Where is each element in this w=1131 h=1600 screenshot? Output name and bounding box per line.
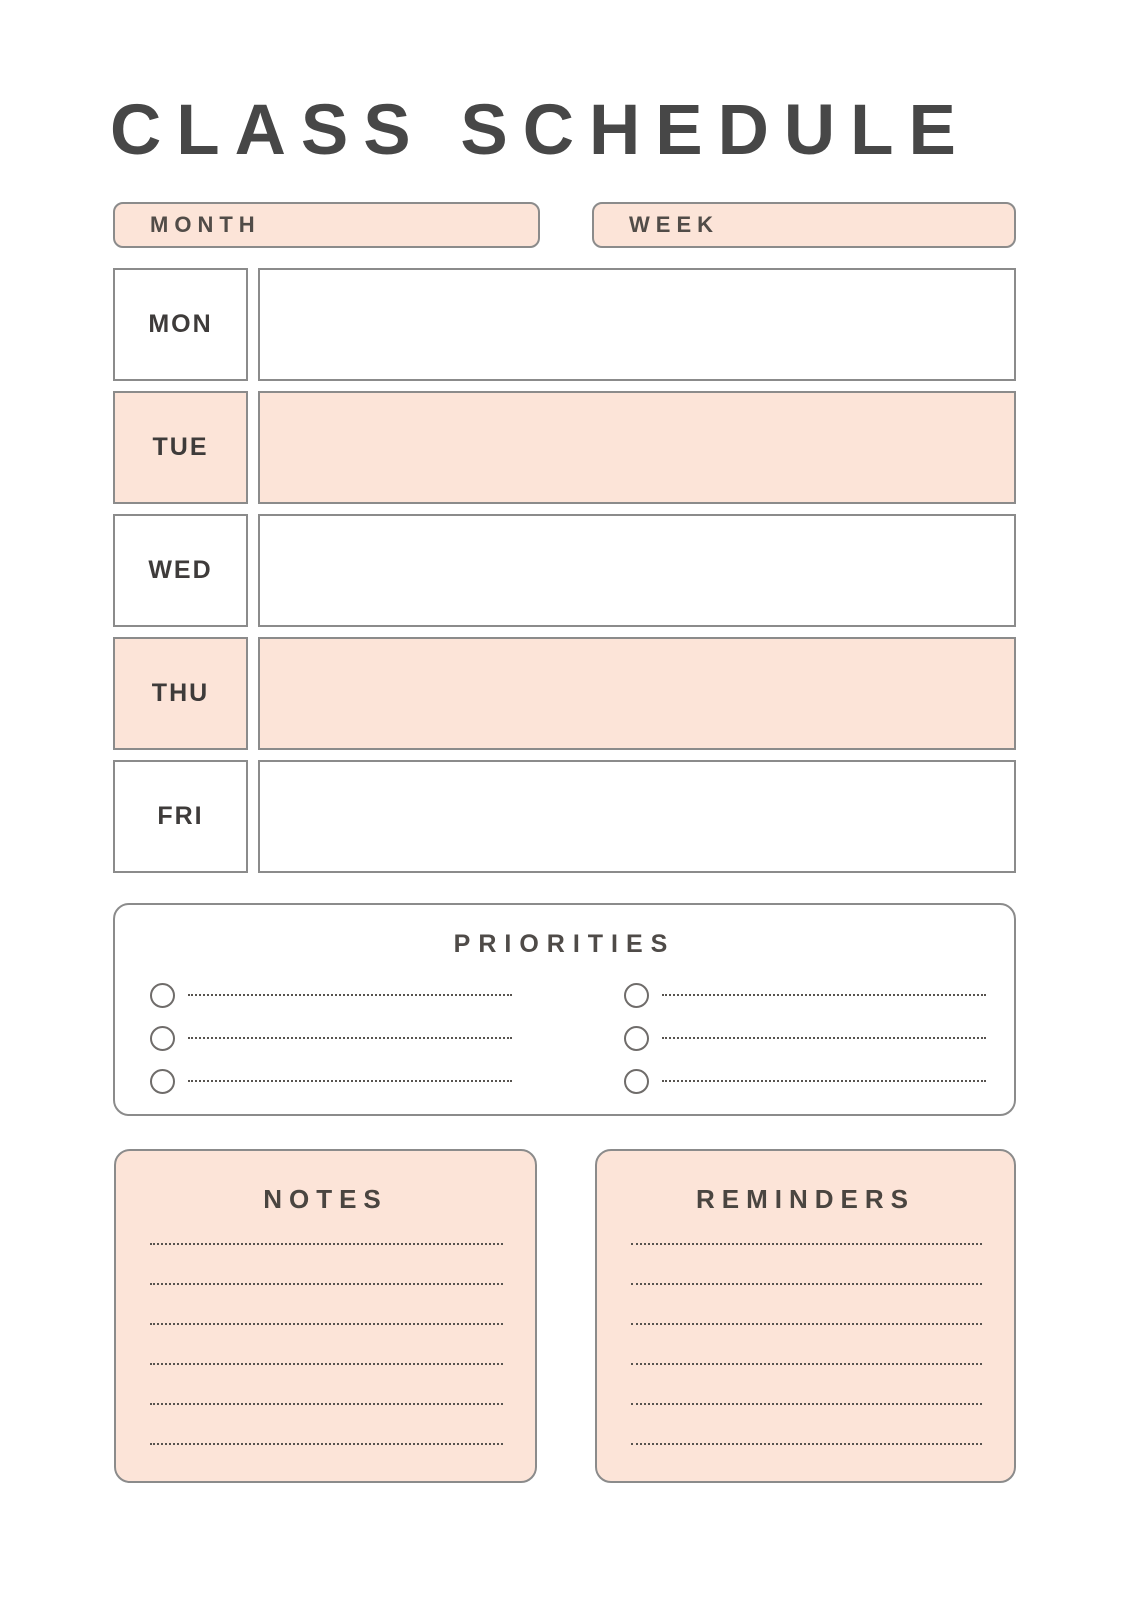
- notes-line[interactable]: [150, 1443, 503, 1445]
- priorities-section: [113, 903, 1016, 1116]
- day-content-cell-fri[interactable]: [258, 760, 1016, 873]
- priority-write-in-line[interactable]: [188, 1037, 512, 1039]
- notes-lines: [150, 1243, 503, 1483]
- reminders-line[interactable]: [631, 1323, 982, 1325]
- priority-item: [150, 1068, 512, 1094]
- month-field-label: MONTH: [150, 212, 261, 237]
- reminders-line[interactable]: [631, 1403, 982, 1405]
- reminders-line[interactable]: [631, 1363, 982, 1365]
- day-label-fri: FRI: [113, 760, 248, 873]
- reminders-lines: [631, 1243, 982, 1483]
- day-content-cell-wed[interactable]: [258, 514, 1016, 627]
- day-content-cell-thu[interactable]: [258, 637, 1016, 750]
- priority-item: [150, 1025, 512, 1051]
- week-field-label: WEEK: [629, 212, 719, 237]
- notes-line[interactable]: [150, 1403, 503, 1405]
- reminders-line[interactable]: [631, 1283, 982, 1285]
- notes-section: [114, 1149, 537, 1483]
- notes-line[interactable]: [150, 1283, 503, 1285]
- priority-circle-bullet[interactable]: [624, 1069, 649, 1094]
- notes-title: NOTES: [263, 1184, 388, 1214]
- day-label-mon: MON: [113, 268, 248, 381]
- priority-write-in-line[interactable]: [662, 994, 986, 996]
- priorities-list: [150, 982, 986, 1094]
- month-field[interactable]: [113, 202, 540, 248]
- priorities-title: PRIORITIES: [453, 930, 676, 958]
- day-label-wed: WED: [113, 514, 248, 627]
- priority-item: [624, 1068, 986, 1094]
- priority-circle-bullet[interactable]: [624, 983, 649, 1008]
- day-row-mon: [113, 268, 1016, 381]
- reminders-line[interactable]: [631, 1443, 982, 1445]
- priority-circle-bullet[interactable]: [150, 1026, 175, 1051]
- notes-line[interactable]: [150, 1243, 503, 1245]
- week-field[interactable]: [592, 202, 1016, 248]
- priority-write-in-line[interactable]: [662, 1037, 986, 1039]
- day-row-fri: [113, 760, 1016, 873]
- page-title: CLASS SCHEDULE: [110, 91, 971, 170]
- day-content-cell-mon[interactable]: [258, 268, 1016, 381]
- day-row-wed: [113, 514, 1016, 627]
- priority-circle-bullet[interactable]: [150, 1069, 175, 1094]
- day-content-cell-tue[interactable]: [258, 391, 1016, 504]
- day-label-thu: THU: [113, 637, 248, 750]
- reminders-section: [595, 1149, 1016, 1483]
- priority-circle-bullet[interactable]: [624, 1026, 649, 1051]
- reminders-line[interactable]: [631, 1243, 982, 1245]
- priority-write-in-line[interactable]: [188, 1080, 512, 1082]
- day-row-thu: [113, 637, 1016, 750]
- notes-line[interactable]: [150, 1363, 503, 1365]
- priority-write-in-line[interactable]: [662, 1080, 986, 1082]
- priority-write-in-line[interactable]: [188, 994, 512, 996]
- priority-item: [150, 982, 512, 1008]
- reminders-title: REMINDERS: [695, 1184, 915, 1214]
- priority-circle-bullet[interactable]: [150, 983, 175, 1008]
- day-label-tue: TUE: [113, 391, 248, 504]
- priority-item: [624, 1025, 986, 1051]
- notes-line[interactable]: [150, 1323, 503, 1325]
- priority-item: [624, 982, 986, 1008]
- day-row-tue: [113, 391, 1016, 504]
- weekly-schedule-table: [113, 268, 1016, 873]
